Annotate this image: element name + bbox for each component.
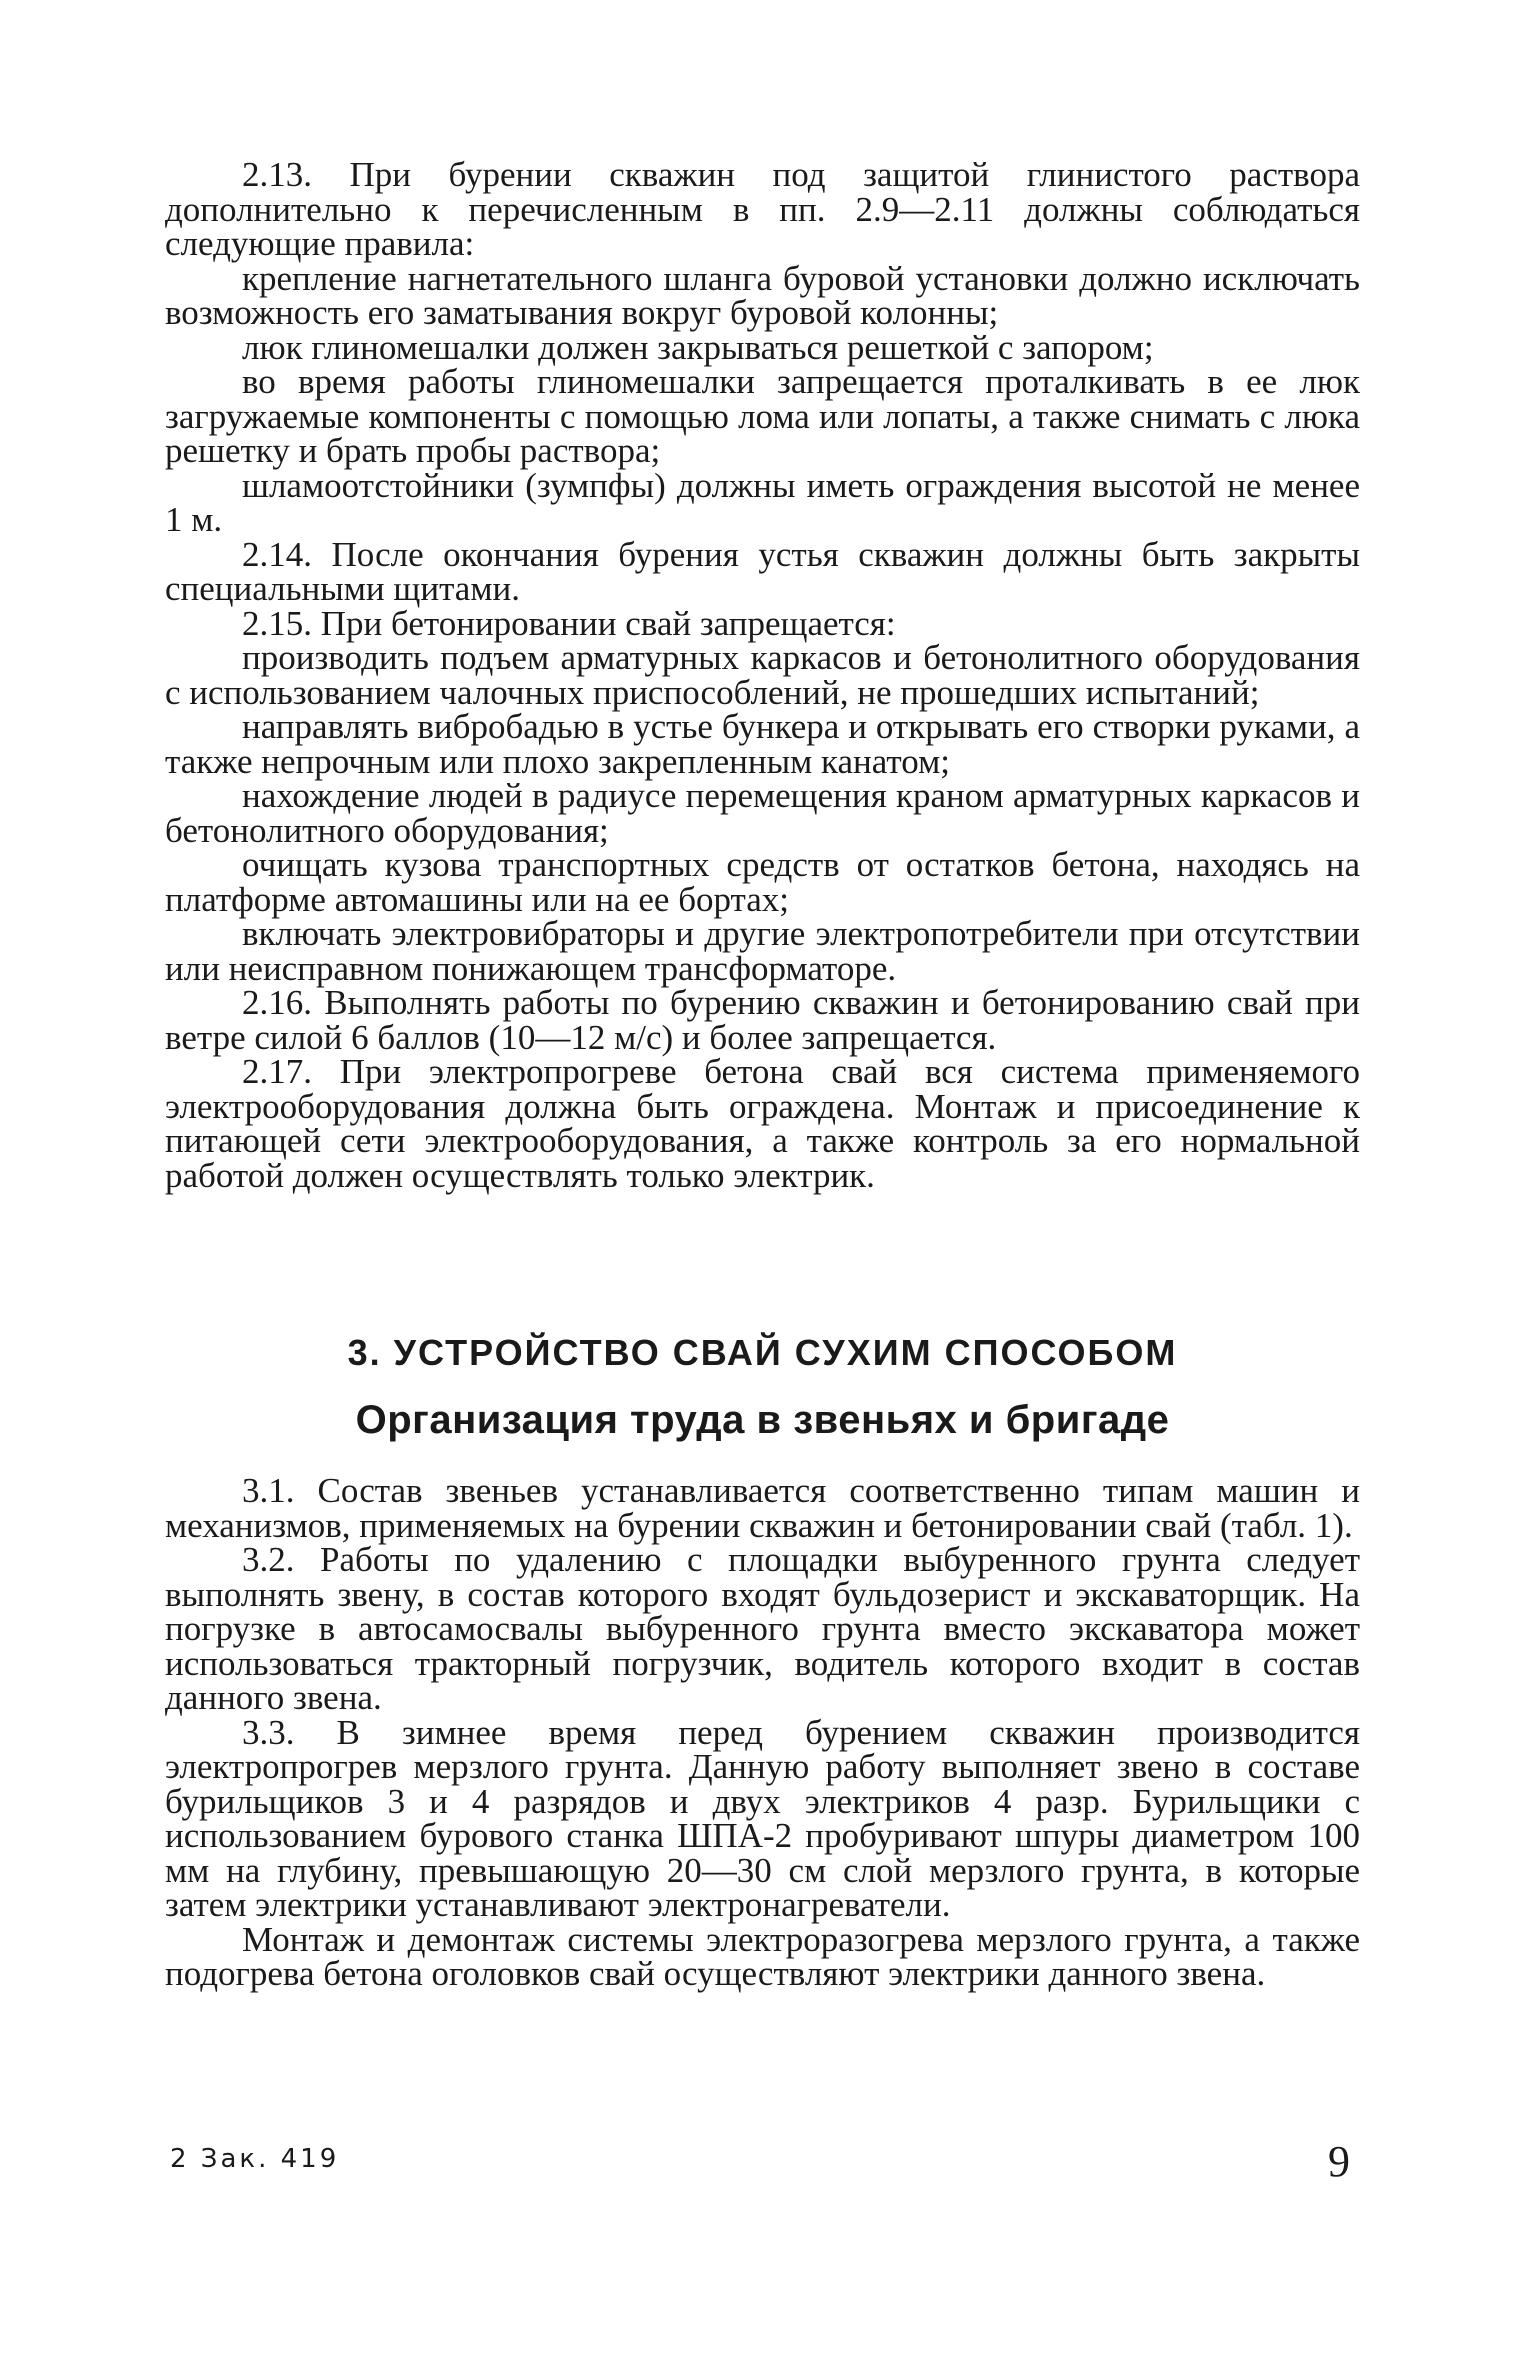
paragraph-3-2: 3.2. Работы по удалению с площадки выбуренного грунта следует выполнять звену, в состав которого входят бульдозерист и экскаваторщик. На погрузке в автосамосвалы выбуренного грунта вместо экскаватора может использоваться тракторный погрузчик, водитель которого входит в состав данного звена. xyxy=(165,1540,1360,1717)
paragraph-2-14: 2.14. После окончания бурения устья скважин должны быть закрыты специальными щитами. xyxy=(165,534,1360,608)
paragraph-mixer-operation: во время работы глиномешалки запрещается проталкивать в ее люк загружаемые компоненты с помощью лома или лопаты, а также снимать с люка решетку и брать пробы раствора; xyxy=(165,362,1360,470)
footer-order-note: 2 Зак. 419 xyxy=(170,2144,340,2174)
paragraph-sump-fencing: шламоотстойники (зумпфы) должны иметь ограждения высотой не менее 1 м. xyxy=(165,465,1360,539)
page-number: 9 xyxy=(1328,2137,1350,2186)
paragraph-hose-fastening: крепление нагнетательного шланга буровой установки должно исключать возможность его заматывания вокруг буровой колонны; xyxy=(165,258,1360,332)
paragraph-2-13: 2.13. При бурении скважин под защитой глинистого раствора дополнительно к перечисленным в пп. 2.9—2.11 должны соблюдаться следующие правила: xyxy=(165,155,1360,263)
safety-rules-section xyxy=(165,155,1360,1195)
paragraph-2-16: 2.16. Выполнять работы по бурению скважин и бетонированию свай при ветре силой 6 баллов (10—12 м/с) и более запрещается. xyxy=(165,983,1360,1057)
paragraph-lifting-frames: производить подъем арматурных каркасов и бетонолитного оборудования с использованием чалочных приспособлений, не прошедших испытаний; xyxy=(165,638,1360,712)
paragraph-2-15: 2.15. При бетонировании свай запрещается: xyxy=(242,603,896,643)
sub-heading: Организация труда в звеньях и бригаде xyxy=(355,1398,1170,1442)
paragraph-cleaning-trucks: очищать кузова транспортных средств от остатков бетона, находясь на платформе автомашины или на ее бортах; xyxy=(165,845,1360,919)
section-heading: 3. УСТРОЙСТВО СВАЙ СУХИМ СПОСОБОМ xyxy=(347,1332,1178,1373)
paragraph-electro-vibrators: включать электровибраторы и другие электропотребители при отсутствии или неисправном понижающем трансформаторе. xyxy=(165,914,1360,988)
paragraph-3-1: 3.1. Состав звеньев устанавливается соответственно типам машин и механизмов, применяемых на бурении скважин и бетонировании свай (табл. 1). xyxy=(165,1471,1360,1545)
paragraph-mixer-hatch: люк глиномешалки должен закрываться решеткой с запором; xyxy=(242,327,1154,367)
paragraph-2-17: 2.17. При электропрогреве бетона свай вся система применяемого электрооборудования должна быть ограждена. Монтаж и присоединение к питающей сети электрооборудования, а также контроль за его нормальной работой должен осуществлять только электрик. xyxy=(165,1052,1360,1195)
paragraph-people-crane-radius: нахождение людей в радиусе перемещения краном арматурных каркасов и бетонолитного оборудования; xyxy=(165,776,1360,850)
paragraph-vibro-bucket: направлять вибробадью в устье бункера и открывать его створки руками, а также непрочным или плохо закрепленным канатом; xyxy=(165,707,1360,781)
labor-organization-section xyxy=(165,1471,1360,1993)
paragraph-3-3: 3.3. В зимнее время перед бурением скважин производится электропрогрев мерзлого грунта. Данную работу выполняет звено в составе бурильщиков 3 и 4 разрядов и двух электриков 4 разр. Бурильщики с использованием бурового станка ШПА-2 пробуривают шпуры диаметром 100 мм на глубину, превышающую 20—30 см слой мерзлого грунта, в которые затем электрики устанавливают электронагреватели. xyxy=(165,1712,1360,1924)
paragraph-mounting-heating: Монтаж и демонтаж системы электроразогрева мерзлого грунта, а также подогрева бетона оголовков свай осуществляют электрики данного звена. xyxy=(165,1919,1360,1993)
